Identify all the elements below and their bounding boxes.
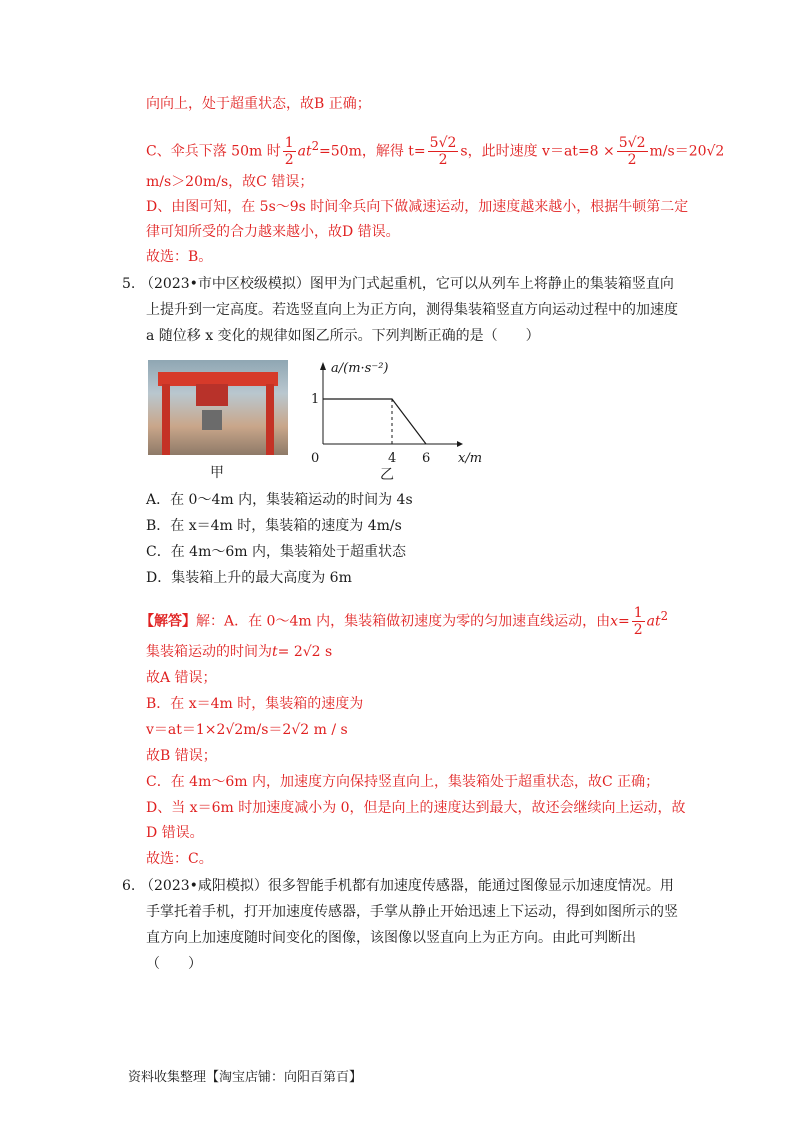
figure-b-caption: 乙 xyxy=(380,467,394,483)
q5-answer-b-line-3: 故B 错误； xyxy=(146,748,217,764)
q5-option-c: C．在 4m～6m 内，集装箱处于超重状态 xyxy=(146,544,406,560)
q6-stem-line-2: 手掌托着手机，打开加速度传感器，手掌从静止开始迅速上下运动，得到如图所示的竖 xyxy=(146,904,678,920)
q5-answer-d-line-1: D、当 x＝6m 时加速度减小为 0，但是向上的速度达到最大，故还会继续向上运动，故 xyxy=(146,800,686,816)
q5-answer-a-line-3: 故A 错误； xyxy=(146,670,217,686)
q5-option-d: D．集装箱上升的最大高度为 6m xyxy=(146,570,352,586)
prev-solution-line-5: 律可知所受的合力越来越小，故D 错误。 xyxy=(146,224,400,240)
y-axis-label: a/(m·s⁻²) xyxy=(331,361,389,376)
x-tick-4: 4 xyxy=(388,451,397,466)
figure-a-caption: 甲 xyxy=(210,465,224,481)
prev-solution-line-3: m/s＞20m/s，故C 错误； xyxy=(146,174,314,190)
prev-solution-choice: 故选：B。 xyxy=(146,249,213,265)
acceleration-curve xyxy=(323,399,426,444)
prev-solution-line-1: 向向上，处于超重状态，故B 正确； xyxy=(146,96,371,112)
page-footer: 资料收集整理【淘宝店铺：向阳百第百】 xyxy=(128,1070,363,1085)
origin-label: 0 xyxy=(311,451,320,466)
prev-solution-line-4: D、由图可知，在 5s～9s 时间伞兵向下做减速运动，加速度越来越小，根据牛顿第二定 xyxy=(146,199,689,215)
y-axis-arrow xyxy=(320,362,326,370)
q5-answer-a-line-2: 集装箱运动的时间为t= 2√2 s xyxy=(146,644,333,660)
q5-number: 5. xyxy=(122,276,136,292)
q5-option-b: B．在 x＝4m 时，集装箱的速度为 4m/s xyxy=(146,518,402,534)
gantry-crane-photo xyxy=(148,360,288,455)
q6-stem-line-1: （2023•咸阳模拟）很多智能手机都有加速度传感器，能通过图像显示加速度情况。用 xyxy=(140,878,674,894)
q5-stem-line-1: （2023•市中区校级模拟）图甲为门式起重机，它可以从列车上将静止的集装箱竖直向 xyxy=(140,276,674,292)
q5-answer-b-line-1: B．在 x＝4m 时，集装箱的速度为 xyxy=(146,696,364,712)
q5-option-a: A．在 0～4m 内，集装箱运动的时间为 4s xyxy=(146,492,413,508)
x-tick-6: 6 xyxy=(422,451,431,466)
q5-stem-line-2: 上提升到一定高度。若选竖直向上为正方向，测得集装箱竖直方向运动过程中的加速度 xyxy=(146,302,678,318)
x-axis-label: x/m xyxy=(458,451,483,466)
q5-answer-b-line-2: v＝at＝1×2√2m/s＝2√2 m / s xyxy=(146,722,348,738)
q6-stem-line-3: 直方向上加速度随时间变化的图像，该图像以竖直向上为正方向。由此可判断出 xyxy=(146,930,636,946)
q5-answer-a-line-1: 【解答】解：A．在 0～4m 内，集装箱做初速度为零的匀加速直线运动，由x= $\frac{1}{2}$ $at^2$ xyxy=(140,605,669,639)
q5-answer-choice: 故选：C。 xyxy=(146,851,213,867)
y-tick-1: 1 xyxy=(311,392,320,407)
q6-answer-blank: （ ） xyxy=(146,956,202,972)
q5-answer-d-line-2: D 错误。 xyxy=(146,825,204,841)
q6-number: 6. xyxy=(122,878,136,894)
acceleration-displacement-graph xyxy=(305,358,505,473)
prev-solution-option-c: C、伞兵下落 50m 时 $\frac{1}{2}$ $at^2=50m$，解得 t= $\frac{5√2}{2}$ s，此时速度 v＝at=8 × $\frac{5√2}{2}$ m/s＝20√2 xyxy=(146,135,725,169)
q5-stem-line-3: a 随位移 x 变化的规律如图乙所示。下列判断正确的是（ ） xyxy=(146,328,540,344)
x-axis-arrow xyxy=(457,441,463,447)
q5-answer-c: C．在 4m～6m 内，加速度方向保持竖直向上，集装箱处于超重状态，故C 正确； xyxy=(146,774,660,790)
